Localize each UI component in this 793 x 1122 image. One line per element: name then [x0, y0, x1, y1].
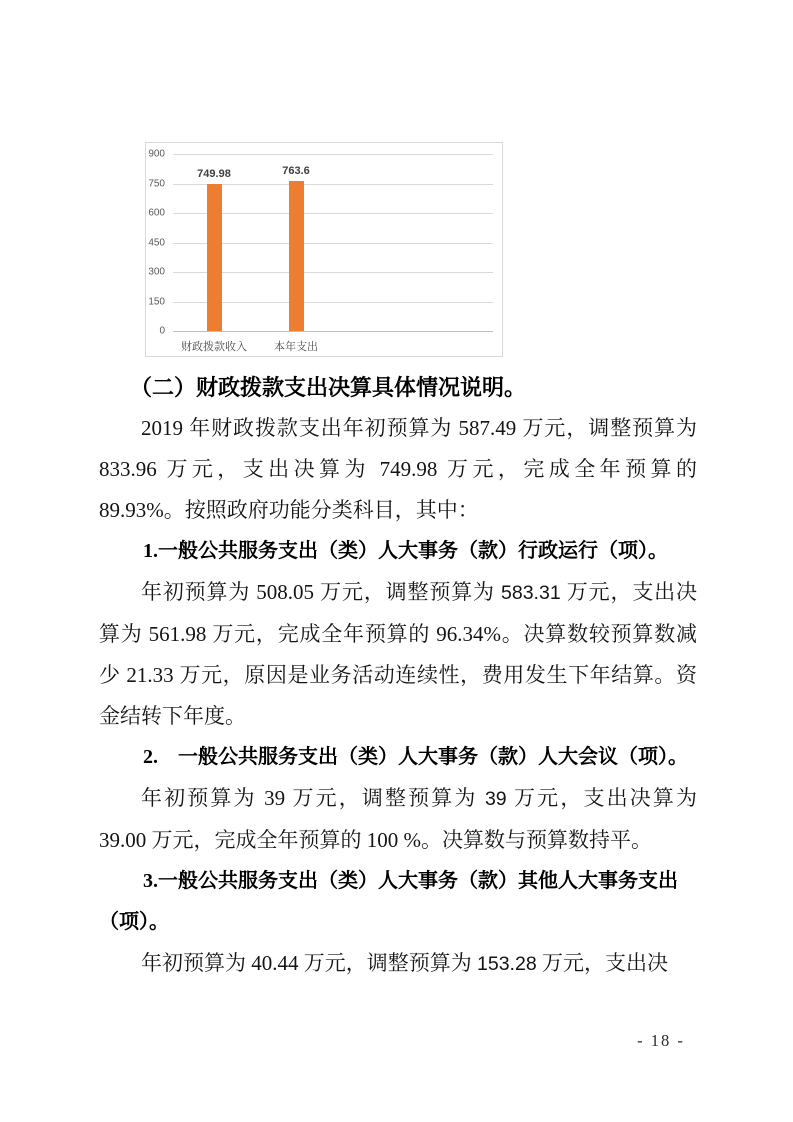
- number-sans-segment: 583.31: [501, 582, 561, 604]
- bar-value-label: 749.98: [197, 167, 231, 180]
- text-segment: 万元，支出决: [536, 951, 668, 975]
- document-body: [99, 367, 697, 985]
- bar-2: [289, 181, 304, 331]
- paragraph: [99, 572, 697, 737]
- text-segment: 1.一般公共服务支出（类）人大事务（款）行政运行（项）。: [143, 540, 668, 562]
- y-axis-tick-label: 450: [148, 237, 165, 248]
- y-axis-tick-label: 0: [159, 325, 165, 337]
- text-segment: 年初预算为 39 万元，调整预算为: [141, 786, 485, 810]
- section-heading: [99, 531, 697, 572]
- section-heading: [99, 367, 697, 408]
- paragraph: [99, 778, 697, 861]
- paragraph: [99, 408, 697, 531]
- budget-bar-chart: [145, 142, 503, 357]
- number-sans-segment: 153.28: [477, 953, 537, 975]
- x-axis-category-label: 财政拨款收入: [181, 341, 247, 353]
- paragraph: [99, 943, 697, 985]
- number-sans-segment: 39: [484, 788, 507, 810]
- text-segment: 万元，支出决算为 39.00 万元，完成全年预算的 100 %。决算数与预算数持平。: [99, 786, 697, 852]
- y-axis-tick-label: 600: [148, 207, 165, 219]
- section-heading: [99, 861, 697, 943]
- text-segment: （二）财政拨款支出决算具体情况说明。: [130, 375, 527, 400]
- text-segment: 年初预算为 508.05 万元，调整预算为: [141, 580, 501, 604]
- page-number: - 18 -: [637, 1031, 685, 1050]
- y-axis-tick-label: 750: [148, 178, 165, 189]
- y-axis-tick-label: 150: [148, 296, 165, 307]
- y-axis-tick-label: 900: [148, 148, 165, 160]
- gridline: [173, 154, 493, 155]
- text-segment: 3.一般公共服务支出（类）人大事务（款）其他人大事务支出（项）。: [99, 870, 678, 933]
- text-segment: 年初预算为 40.44 万元，调整预算为: [141, 951, 477, 975]
- x-axis-category-label: 本年支出: [274, 341, 318, 353]
- text-segment: 万元，支出决算为 561.98 万元，完成全年预算的 96.34%。决算数较预算数减少 21.33 万元，原因是业务活动连续性，费用发生下年结算。资金结转下年度。: [99, 580, 698, 728]
- x-axis-line: [173, 331, 493, 332]
- y-axis-tick-label: 300: [148, 266, 165, 278]
- bar-1: [207, 184, 222, 331]
- bar-value-label: 763.6: [282, 164, 310, 177]
- text-segment: 2019 年财政拨款支出年初预算为 587.49 万元，调整预算为 833.96 万元，支出决算为 749.98 万元，完成全年预算的 89.93%。按照政府功能分类科目，其中：: [99, 416, 697, 522]
- text-segment: 2. 一般公共服务支出（类）人大事务（款）人大会议（项）。: [143, 746, 688, 768]
- section-heading: [99, 737, 697, 778]
